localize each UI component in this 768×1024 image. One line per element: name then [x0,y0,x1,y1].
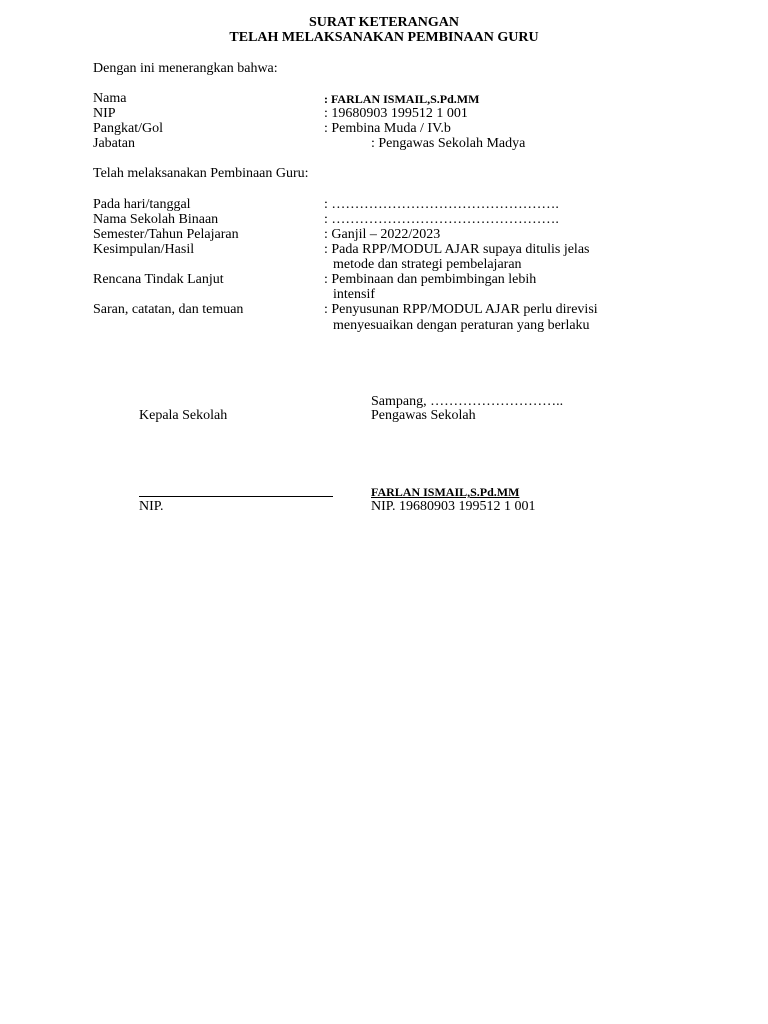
kepala-nip: NIP. [139,499,164,514]
kesimpulan-value-line1: : Pada RPP/MODUL AJAR supaya ditulis jelas [324,242,590,257]
kepala-sekolah-title: Kepala Sekolah [139,408,228,423]
nama-label: Nama [93,91,127,106]
intro-text: Dengan ini menerangkan bahwa: [93,61,278,76]
rencana-value-line1: : Pembinaan dan pembimbingan lebih [324,272,537,287]
pangkat-label: Pangkat/Gol [93,121,163,136]
hari-label: Pada hari/tanggal [93,197,191,212]
sekolah-label: Nama Sekolah Binaan [93,212,219,227]
section2-intro: Telah melaksanakan Pembinaan Guru: [93,166,309,181]
pengawas-nip: NIP. 19680903 199512 1 001 [371,499,536,514]
document-title-line2: TELAH MELAKSANAKAN PEMBINAAN GURU [229,30,539,45]
document-title-line1: SURAT KETERANGAN [308,15,459,30]
pengawas-sekolah-title: Pengawas Sekolah [371,408,476,423]
hari-value: : …………………………………………. [324,197,559,212]
saran-label: Saran, catatan, dan temuan [93,302,244,317]
sekolah-value: : …………………………………………. [324,212,559,227]
semester-value: : Ganjil – 2022/2023 [324,227,441,242]
nama-value: : FARLAN ISMAIL,S.Pd.MM [324,92,480,106]
pangkat-value: : Pembina Muda / IV.b [324,121,451,136]
pengawas-name: FARLAN ISMAIL,S.Pd.MM [371,485,520,499]
rencana-value-line2: intensif [333,287,375,302]
kepala-signature-line [139,496,333,497]
kesimpulan-label: Kesimpulan/Hasil [93,242,195,257]
saran-value-line1: : Penyusunan RPP/MODUL AJAR perlu direvisi [324,302,598,317]
semester-label: Semester/Tahun Pelajaran [93,227,239,242]
saran-value-line2: menyesuaikan dengan peraturan yang berlaku [333,318,590,333]
jabatan-label: Jabatan [93,136,135,151]
rencana-label: Rencana Tindak Lanjut [93,272,224,287]
kesimpulan-value-line2: metode dan strategi pembelajaran [333,257,522,272]
place-date: Sampang, ……………………….. [371,394,564,409]
jabatan-value: : Pengawas Sekolah Madya [371,136,526,151]
nip-value: : 19680903 199512 1 001 [324,106,468,121]
nip-label: NIP [93,106,116,121]
